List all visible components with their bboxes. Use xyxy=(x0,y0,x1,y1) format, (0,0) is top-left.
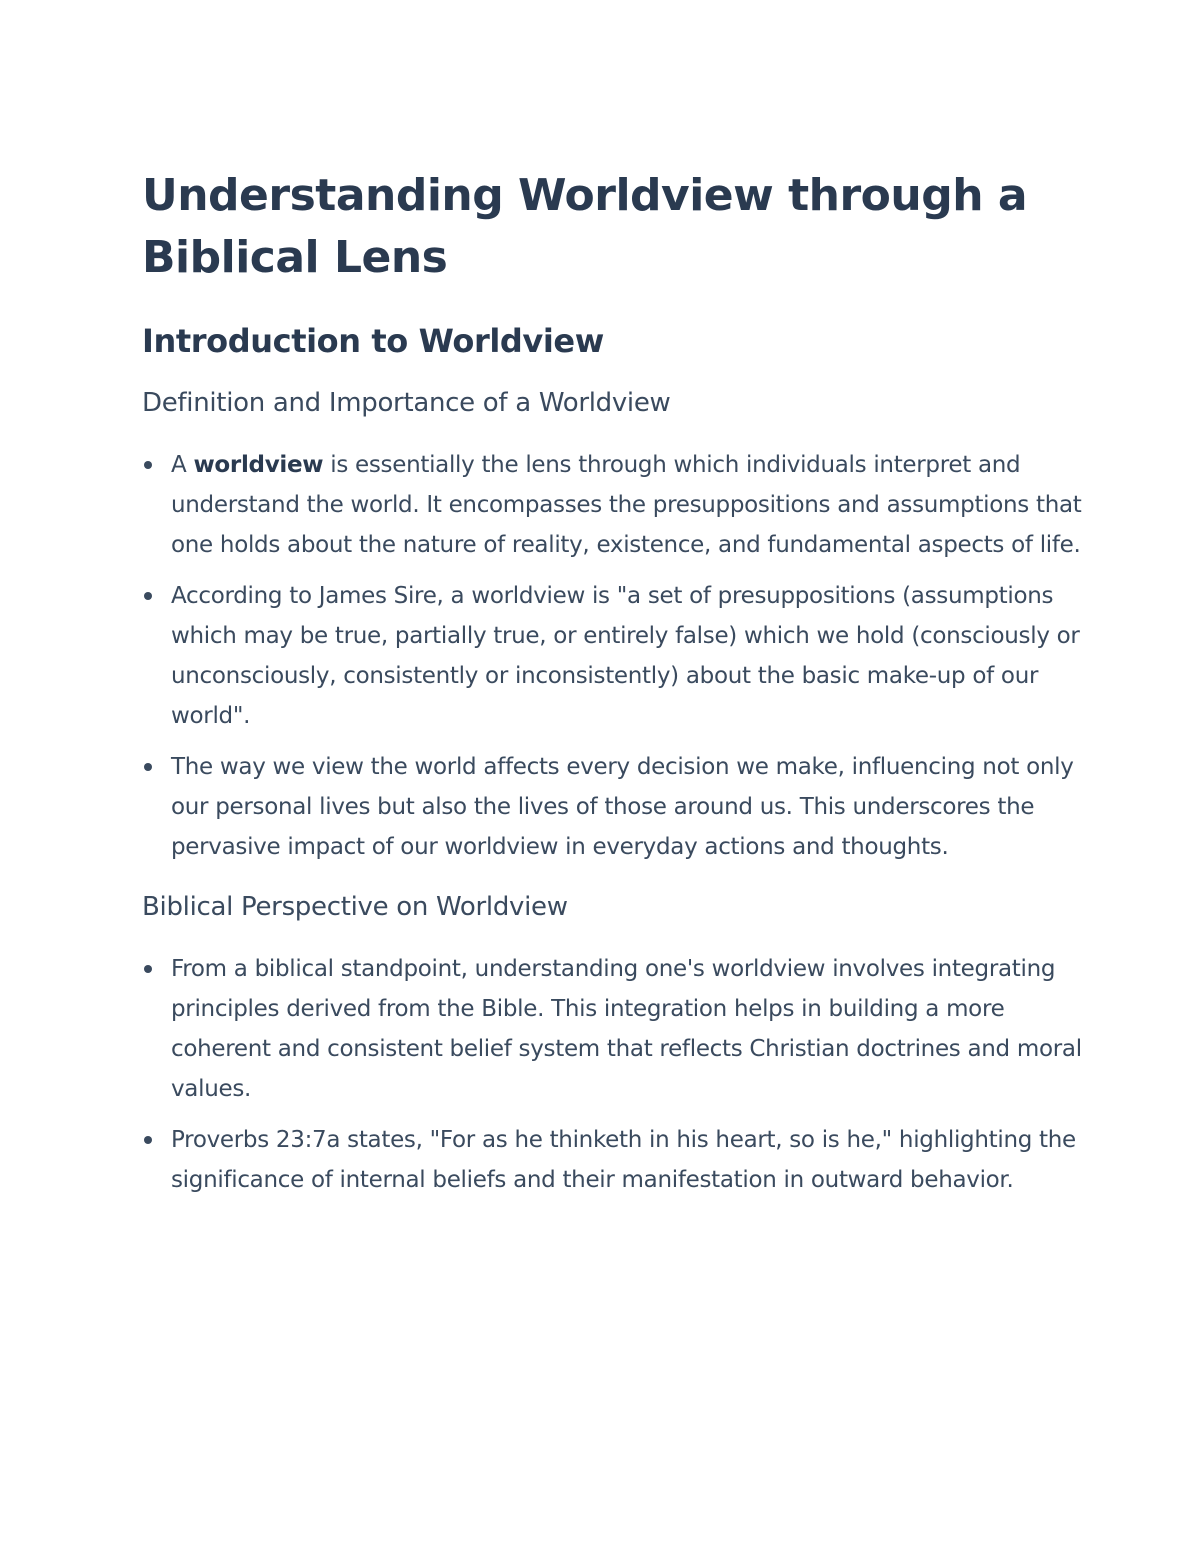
list-item xyxy=(142,747,1082,867)
list-item xyxy=(142,576,1082,736)
bullet-text: From a biblical standpoint, understanding one's worldview involves integrating principles derived from the Bible. This integration helps in building a more coherent and consistent belief system that reflects Christian doctrines and moral values. xyxy=(171,956,1082,1102)
document-page xyxy=(142,165,1082,1211)
bullet-text: According to James Sire, a worldview is "a set of presuppositions (assumptions which may be true, partially true, or entirely false) which we hold (consciously or unconsciously, consistently or inconsistently) about the basic make-up of our world". xyxy=(171,583,1080,729)
bullet-icon xyxy=(144,763,152,771)
section-heading-introduction: Introduction to Worldview xyxy=(142,322,604,360)
bullet-icon xyxy=(144,1136,152,1144)
subsection-heading-definition: Definition and Importance of a Worldview xyxy=(142,388,671,418)
list-item xyxy=(142,949,1082,1109)
biblical-bullet-list xyxy=(142,949,1082,1200)
bullet-icon xyxy=(144,461,152,469)
document-title: Understanding Worldview through a Biblical Lens xyxy=(142,170,1028,283)
bullet-icon xyxy=(144,965,152,973)
bullet-text: Proverbs 23:7a states, "For as he thinketh in his heart, so is he," highlighting the significance of internal beliefs and their manifestation in outward behavior. xyxy=(171,1127,1076,1193)
bold-term: worldview xyxy=(193,452,324,478)
list-item xyxy=(142,1120,1082,1200)
bullet-prefix: A xyxy=(171,452,194,478)
bullet-text: The way we view the world affects every decision we make, influencing not only our personal lives but also the lives of those around us. This underscores the pervasive impact of our worldview in everyday actions and thoughts. xyxy=(171,754,1074,860)
definition-bullet-list xyxy=(142,445,1082,867)
subsection-heading-biblical-perspective: Biblical Perspective on Worldview xyxy=(142,892,568,922)
bullet-icon xyxy=(144,592,152,600)
bullet-text: is essentially the lens through which individuals interpret and understand the world. It encompasses the presuppositions and assumptions that one holds about the nature of reality, existence, and fundamental aspects of life. xyxy=(171,452,1082,558)
list-item xyxy=(142,445,1082,565)
